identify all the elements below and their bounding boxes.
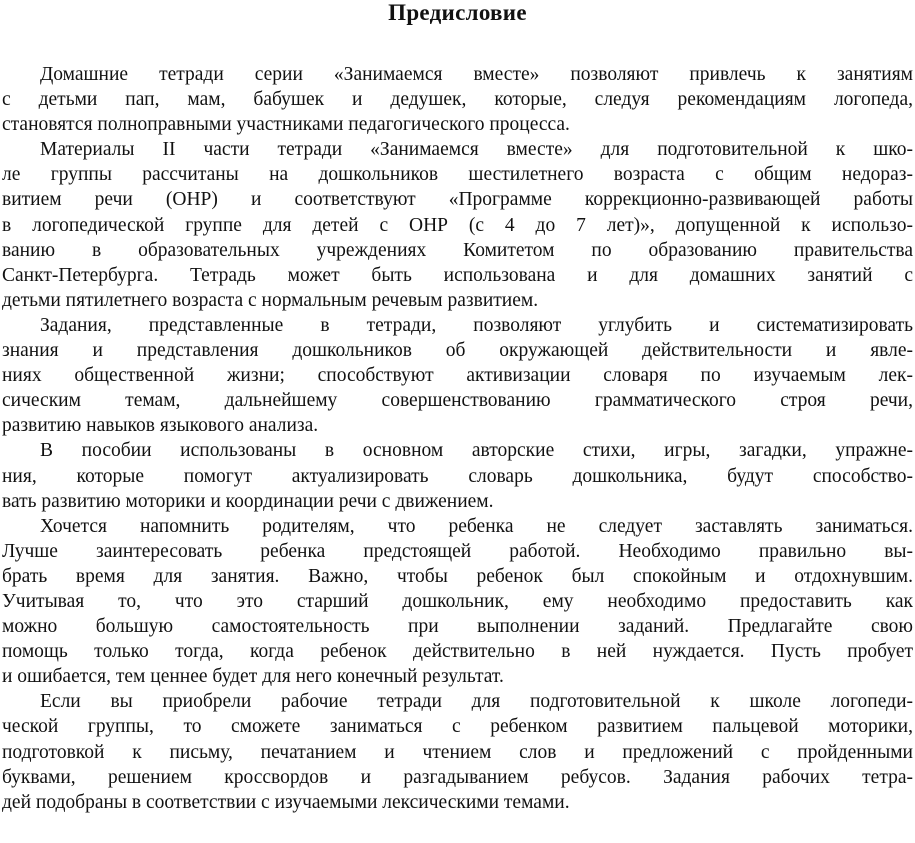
paragraph-3: [2, 313, 913, 438]
document-body: [2, 62, 913, 815]
text-line: ванию в образовательных учреждениях Комитетом по образованию правительства: [2, 239, 913, 261]
text-line: Хочется напомнить родителям, что ребенка не следует заставлять заниматься.: [40, 515, 913, 537]
text-line: Санкт-Петербурга. Тетрадь может быть использована и для домашних занятий с: [2, 264, 913, 286]
text-line: ния, которые помогут актуализировать словарь дошкольника, будут способство-: [2, 465, 913, 487]
text-line: вать развитию моторики и координации речи с движением.: [2, 490, 494, 512]
text-line: развитию навыков языкового анализа.: [2, 415, 319, 437]
text-line: подготовкой к письму, печатанием и чтением слов и предложений с пройденными: [2, 741, 913, 763]
text-line: Учитывая то, что это старший дошкольник, ему необходимо предоставить как: [2, 590, 913, 612]
paragraph-2: [2, 137, 913, 313]
text-line: витием речи (ОНР) и соответствуют «Программе коррекционно-развивающей работы: [2, 189, 913, 211]
paragraph-4: [2, 438, 913, 513]
text-line: ческой группы, то сможете заниматься с ребенком развитием пальцевой моторики,: [2, 716, 913, 738]
text-line: В пособии использованы в основном авторские стихи, игры, загадки, упражне-: [40, 440, 913, 462]
text-line: ле группы рассчитаны на дошкольников шестилетнего возраста с общим недораз-: [2, 164, 913, 186]
text-line: знания и представления дошкольников об окружающей действительности и явле-: [2, 340, 913, 362]
text-line: и ошибается, тем ценнее будет для него конечный результат.: [2, 666, 504, 688]
text-line: дей подобраны в соответствии с изучаемыми лексическими темами.: [2, 791, 570, 813]
text-line: Если вы приобрели рабочие тетради для подготовительной к школе логопеди-: [40, 691, 913, 713]
text-line: Домашние тетради серии «Занимаемся вместе» позволяют привлечь к занятиям: [40, 64, 913, 85]
text-line: сическим темам, дальнейшему совершенствованию грамматического строя речи,: [2, 390, 913, 412]
text-line: брать время для занятия. Важно, чтобы ребенок был спокойным и отдохнувшим.: [2, 565, 913, 587]
text-line: помощь только тогда, когда ребенок действительно в ней нуждается. Пусть пробует: [2, 641, 913, 663]
text-line: детьми пятилетнего возраста с нормальным речевым развитием.: [2, 289, 539, 311]
text-line: можно большую самостоятельность при выполнении заданий. Предлагайте свою: [2, 616, 913, 638]
paragraph-1: [2, 62, 913, 137]
text-line: становятся полноправными участниками педагогического процесса.: [2, 114, 570, 136]
text-line: Задания, представленные в тетради, позволяют углубить и систематизировать: [40, 314, 913, 336]
text-line: ниях общественной жизни; способствуют активизации словаря по изучаемым лек-: [2, 365, 913, 387]
text-line: Материалы II части тетради «Занимаемся вместе» для подготовительной к шко-: [40, 139, 913, 161]
page-title: Предисловие: [388, 0, 527, 25]
paragraph-5: [2, 514, 913, 690]
text-line: буквами, решением кроссвордов и разгадыванием ребусов. Задания рабочих тетра-: [2, 766, 913, 788]
paragraph-6: [2, 689, 913, 814]
text-line: Лучше заинтересовать ребенка предстоящей работой. Необходимо правильно вы-: [2, 540, 913, 562]
text-line: с детьми пап, мам, бабушек и дедушек, которые, следуя рекомендациям логопеда,: [2, 89, 913, 111]
text-line: в логопедической группе для детей с ОНР (с 4 до 7 лет)», допущенной к использо-: [2, 214, 913, 236]
